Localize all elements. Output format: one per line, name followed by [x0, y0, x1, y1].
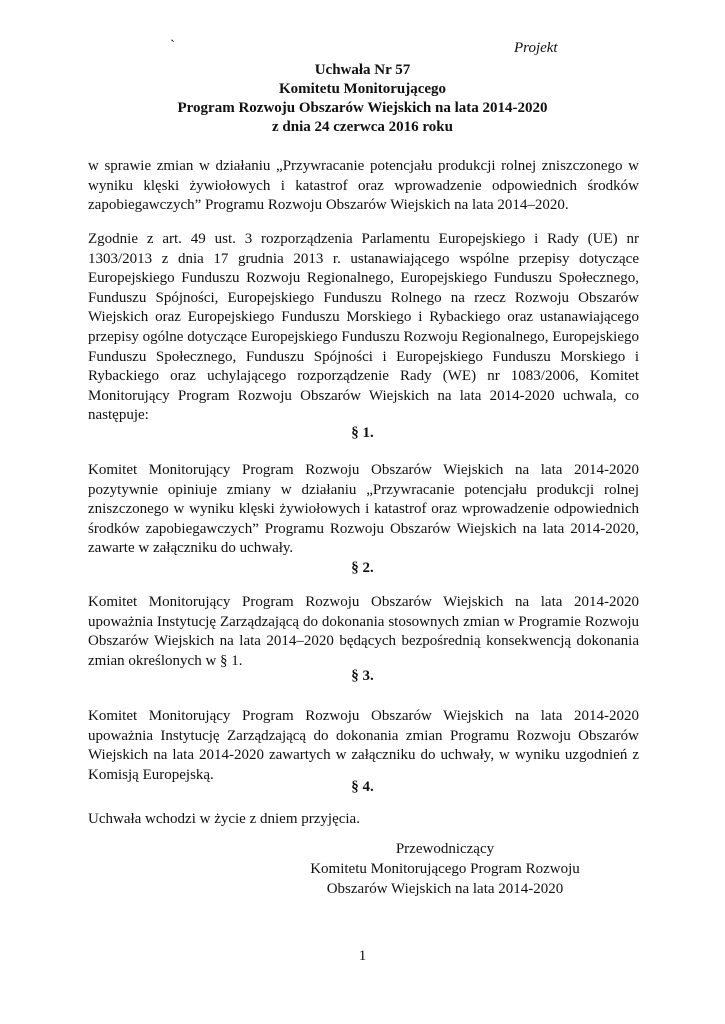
section-text-3: Komitet Monitorujący Program Rozwoju Obszarów Wiejskich na lata 2014-2020 upoważnia Instytucję Zarządzającą do dokonania zmian Programu Rozwoju Obszarów Wiejskich na lata 2014-2020 zawartych w załączniku do uchwały, w wyniku uzgodnień z Komisją Europejską.: [88, 708, 639, 783]
legal-basis-paragraph: Zgodnie z art. 49 ust. 3 rozporządzenia Parlamentu Europejskiego i Rady (UE) nr 1303/2013 z dnia 17 grudnia 2013 r. ustanawiającego wspólne przepisy dotyczące Europejskiego Funduszu Rozwoju Regionalnego, Europejskiego Funduszu Społecznego, Funduszu Spójności, Europejskiego Funduszu Rolnego na rzecz Rozwoju Obszarów Wiejskich oraz Europejskiego Funduszu Morskiego i Rybackiego oraz ustanawiającego przepisy ogólne dotyczące Europejskiego Funduszu Rozwoju Regionalnego, Europejskiego Funduszu Społecznego, Funduszu Spójności i Europejskiego Funduszu Morskiego i Rybackiego oraz uchylającego rozporządzenie Rady (WE) nr 1083/2006, Komitet Monitorujący Program Rozwoju Obszarów Wiejskich na lata 2014-2020 uchwala, co następuje:: [88, 231, 639, 424]
signature-title: Przewodniczący: [395, 841, 495, 857]
title-line-number: Uchwała Nr 57: [314, 62, 411, 78]
section-heading-2: § 2.: [351, 560, 374, 576]
resolution-title: [0, 61, 725, 137]
signature-block: [300, 839, 590, 899]
section-heading-3: § 3.: [351, 668, 374, 684]
title-line-date: z dnia 24 czerwca 2016 roku: [272, 119, 453, 135]
section-text-2: Komitet Monitorujący Program Rozwoju Obszarów Wiejskich na lata 2014-2020 upoważnia Instytucję Zarządzającą do dokonania stosownych zmian w Programie Rozwoju Obszarów Wiejskich na lata 2014–2020 będących bezpośrednią konsekwencją dokonania zmian określonych w § 1.: [88, 594, 639, 669]
section-heading-4: § 4.: [351, 779, 374, 795]
section-heading-1: § 1.: [351, 425, 374, 441]
subject-paragraph: w sprawie zmian w działaniu „Przywracanie potencjału produkcji rolnej zniszczonego w wyniku klęski żywiołowych i katastrof oraz wprowadzenie odpowiednich środków zapobiegawczych” Programu Rozwoju Obszarów Wiejskich na lata 2014–2020.: [88, 158, 639, 214]
draft-label: Projekt: [514, 40, 558, 56]
page-number: 1: [358, 948, 367, 964]
title-line-program: Program Rozwoju Obszarów Wiejskich na lata 2014-2020: [177, 100, 548, 116]
title-line-committee: Komitetu Monitorującego: [278, 81, 447, 97]
section-text-4: Uchwała wchodzi w życie z dniem przyjęcia.: [88, 811, 360, 827]
signature-committee: Komitetu Monitorującego Program Rozwoju: [310, 861, 580, 877]
signature-program: Obszarów Wiejskich na lata 2014-2020: [326, 881, 564, 897]
section-text-1: Komitet Monitorujący Program Rozwoju Obszarów Wiejskich na lata 2014-2020 pozytywnie opiniuje zmiany w działaniu „Przywracanie potencjału produkcji rolnej zniszczonego w wyniku klęski żywiołowych i katastrof oraz wprowadzenie odpowiednich środków zapobiegawczych” Programu Rozwoju Obszarów Wiejskich na lata 2014-2020, zawarte w załączniku do uchwały.: [88, 462, 639, 557]
stray-mark: `: [170, 38, 175, 54]
